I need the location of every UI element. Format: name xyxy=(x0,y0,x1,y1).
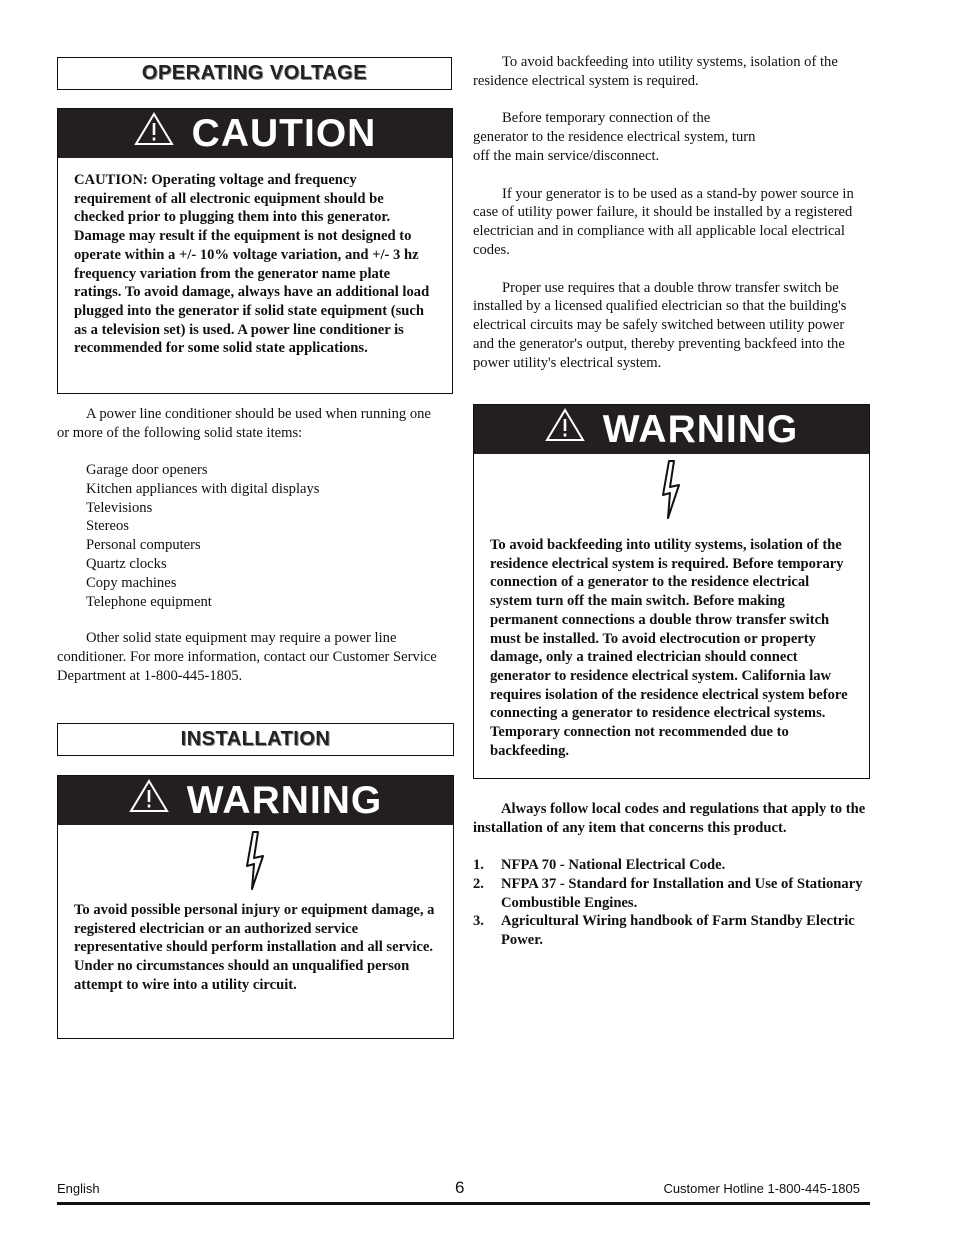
list-item xyxy=(473,875,869,912)
backfeed-warning-text: To avoid backfeeding into utility systems, isolation of the residence electrical system is required. Before temporary connection of a generator to the residence electrical system turn off the main switch. Before making permanent connections a double throw transfer switch must be installed. To avoid electrocution or property damage, only a trained electrician should connect generator to residence electrical system. California law requires isolation of the residence electrical system before connecting a generator to residence electrical systems. Temporary connection not recommended due to backfeeding. xyxy=(490,537,848,759)
list-item: Personal computers xyxy=(86,537,201,554)
lightning-bolt-icon xyxy=(58,825,453,895)
list-item: Stereos xyxy=(86,518,129,535)
footer-rule xyxy=(57,1202,870,1205)
caution-banner-label: CAUTION xyxy=(191,111,377,155)
list-item-text: NFPA 70 - National Electrical Code. xyxy=(501,857,726,874)
standby-paragraph: If your generator is to be used as a stand-by power source in case of utility power failure, it should be installed by a registered electrician and in compliance with all applicable local electrical codes. xyxy=(473,185,854,258)
warning-triangle-icon xyxy=(545,408,603,452)
list-item: Quartz clocks xyxy=(86,555,167,572)
page-number: 6 xyxy=(455,1178,465,1197)
list-item: Telephone equipment xyxy=(86,593,212,610)
list-item xyxy=(473,856,869,875)
lightning-bolt-icon xyxy=(474,454,869,524)
list-item-number: 3. xyxy=(473,913,484,930)
list-item: Garage door openers xyxy=(86,462,208,478)
warning-triangle-icon xyxy=(129,779,187,823)
codes-section xyxy=(473,800,869,950)
customer-hotline: Customer Hotline 1-800-445-1805 xyxy=(663,1181,860,1196)
list-item-number: 2. xyxy=(473,875,484,892)
list-item: Televisions xyxy=(86,499,153,516)
operating-voltage-heading-text: OPERATING VOLTAGE xyxy=(141,62,368,84)
warning-banner-label: WARNING xyxy=(186,778,383,822)
caution-banner xyxy=(58,109,452,158)
list-item: Kitchen appliances with digital displays xyxy=(86,480,320,497)
operating-voltage-heading xyxy=(57,57,452,90)
warning-banner xyxy=(474,405,869,454)
installation-warning-box xyxy=(57,775,454,1039)
warning-triangle-icon xyxy=(134,112,192,156)
list-item-text: NFPA 37 - Standard for Installation and Use of Stationary Combustible Engines. xyxy=(501,875,863,911)
list-item-number: 1. xyxy=(473,857,484,874)
right-paragraphs xyxy=(473,53,865,373)
temporary-connection-paragraph: Before temporary connection of the generator to the residence electrical system, turn off the main service/disconnect. xyxy=(473,110,756,164)
warning-banner-label: WARNING xyxy=(602,407,799,451)
list-item xyxy=(473,912,869,949)
backfeed-warning-box xyxy=(473,404,870,779)
installation-heading-text: INSTALLATION xyxy=(180,728,331,750)
conditioner-intro: A power line conditioner should be used when running one or more of the following solid state items: xyxy=(57,406,431,441)
list-item: Copy machines xyxy=(86,574,177,591)
other-equipment-paragraph: Other solid state equipment may require a power line conditioner. For more information, contact our Customer Service Department at 1-800-445-1805. xyxy=(57,630,437,684)
warning-banner xyxy=(58,776,453,825)
installation-warning-text: To avoid possible personal injury or equipment damage, a registered electrician or an authorized service representative should perform installation and all service. Under no circumstances should an unqualified person attempt to wire into a utility circuit. xyxy=(74,902,435,993)
backfeed-paragraph: To avoid backfeeding into utility systems, isolation of the residence electrical system is required. xyxy=(473,54,838,89)
codes-list xyxy=(473,856,869,950)
caution-text: CAUTION: Operating voltage and frequency requirement of all electronic equipment should be checked prior to plugging them into this generator. Damage may result if the equipment is not designed to operate within a +/- 10% voltage variation, and +/- 3 hz frequency variation from the generator name plate ratings. To avoid damage, always have an additional load plugged into the generator if solid state equipment (such as a television set) is used. A power line conditioner is recommended for some solid state applications. xyxy=(74,172,430,357)
footer-language: English xyxy=(57,1181,100,1196)
installation-heading xyxy=(57,723,454,756)
list-item-text: Agricultural Wiring handbook of Farm Standby Electric Power. xyxy=(501,913,855,948)
caution-box xyxy=(57,108,453,394)
solid-state-list xyxy=(86,461,446,611)
codes-intro: Always follow local codes and regulations that apply to the installation of any item that concerns this product. xyxy=(473,801,866,836)
transfer-switch-paragraph: Proper use requires that a double throw transfer switch be installed by a licensed qualified electrician so that the building's electrical circuits may be safely switched between utility power and the generator's output, thereby preventing backfeed into the power utility's electrical system. xyxy=(473,279,847,371)
